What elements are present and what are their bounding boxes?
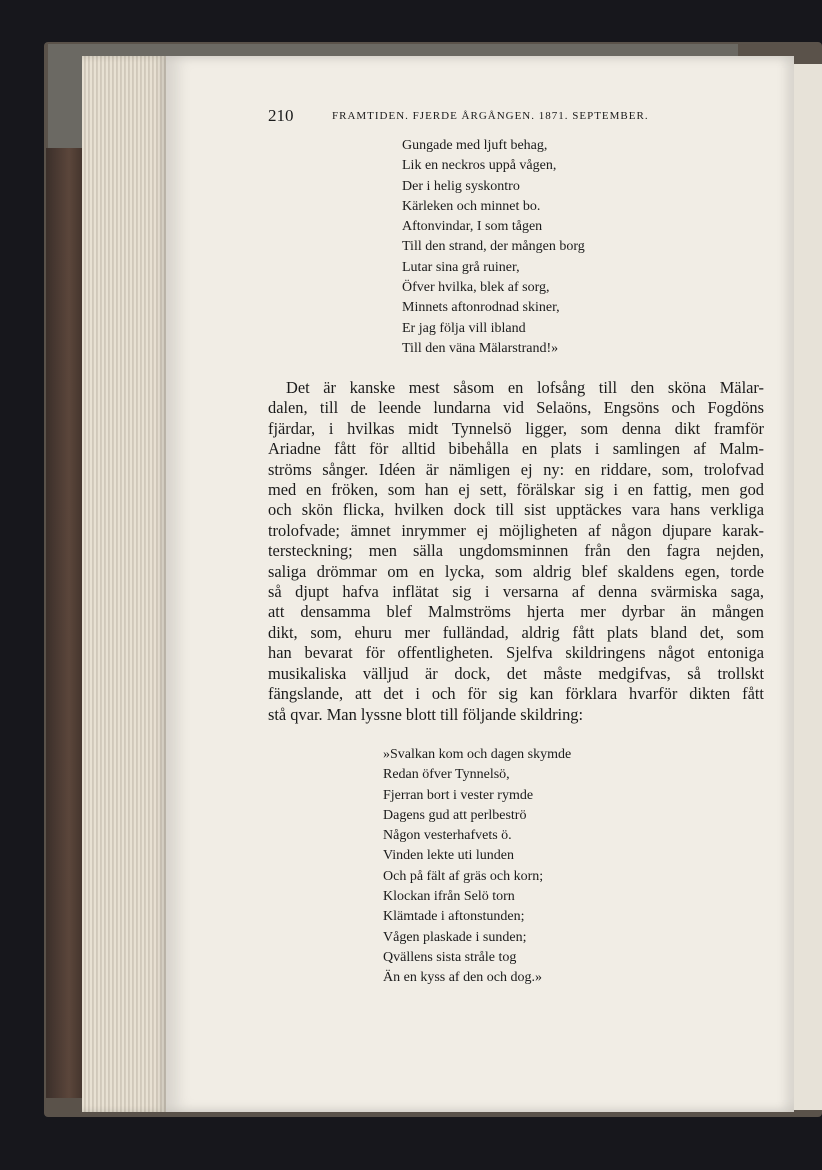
prose-line: så djupt hafva inflätat sig i versarna af denna svärmiska saga, [268,582,764,602]
page-edges [82,56,168,1112]
prose-line: fjärdar, i hvilkas midt Tynnelsö ligger, som denna dikt framför [268,418,764,438]
verse-line: Lutar sina grå ruiner, [402,259,520,275]
verse-line: Till den väna Mälarstrand!» [402,340,559,356]
verse-line: Vinden lekte uti lunden [383,848,514,864]
verse-line: »Svalkan kom och dagen skymde [383,747,572,762]
verse-line: Gungade med ljuft behag, [402,138,548,153]
page-header [268,106,708,128]
prose-line: och skön flicka, hvilken dock till sist upptäckes vara hans verkliga [268,500,764,520]
verse-line: Lik en neckros uppå vågen, [402,158,557,174]
verse-line: Någon vesterhafvets ö. [383,828,512,844]
prose-line: stå qvar. Man lyssne blott till följande skildring: [268,704,584,724]
prose-line: Ariadne fått för alltid bibehålla en plats i samlingen af Malm- [268,439,764,459]
verse-line: Aftonvindar, I som tågen [402,219,543,235]
verse-line: Klämtade i aftonstunden; [383,909,525,925]
running-head: FRAMTIDEN. FJERDE ÅRGÅNGEN. 1871. SEPTEMBER. [332,110,649,122]
verse-line: Och på fält af gräs och korn; [383,868,544,884]
verse-line: Vågen plaskade i sunden; [383,929,527,945]
verse-line: Minnets aftonrodnad skiner, [402,300,560,316]
prose-paragraph [268,378,764,725]
verse-line: Er jag följa vill ibland [402,320,526,336]
prose-line: Det är kanske mest såsom en lofsång till den sköna Mälar- [286,378,764,397]
prose-line: trolofvade; ämnet inrymmer ej möjligheten af någon djupare karak- [268,520,764,540]
prose-line: med en fröken, som han ej sett, förälskar sig i en fattig, men god [268,480,764,500]
verse-line: Än en kyss af den och dog.» [383,970,543,986]
prose-line: att densamma blef Malmströms hjerta mer dyrbar än mången [268,602,764,622]
verse-line: Till den strand, der mången borg [402,239,585,255]
verse-line: Klockan ifrån Selö torn [383,889,515,905]
prose-line: fängslande, att det i och för sig kan förklara hvarför dikten fått [268,684,764,704]
prose-line: tersteckning; men sälla ungdomsminnen från den fagra nejden, [268,541,764,561]
verse-line: Öfver hvilka, blek af sorg, [402,280,550,296]
prose-line: dikt, som, ehuru mer fulländad, aldrig fått plats bland det, som [268,622,764,642]
verse-line: Redan öfver Tynnelsö, [383,767,510,783]
verse-line: Kärleken och minnet bo. [402,198,541,214]
prose-line: han bevarat för offentligheten. Sjelfva skildringens något entoniga [268,643,764,663]
prose-line: musikaliska välljud är dock, det måste medgifvas, så trollskt [268,663,764,683]
verse-line: Der i helig syskontro [402,178,520,194]
prose-line: dalen, till de leende lundarna vid Selaöns, Engsöns och Fogdöns [268,398,764,418]
verse-line: Fjerran bort i vester rymde [383,787,534,803]
verse-line: Dagens gud att perlbeströ [383,807,527,823]
verse-line: Qvällens sista stråle tog [383,949,517,965]
prose-line: ströms sånger. Idéen är nämligen ej ny: en riddare, som, trolofvad [268,459,764,479]
verse-block-1 [402,136,585,359]
facing-page-edge [794,64,822,1110]
page-number: 210 [268,106,294,125]
prose-line: saliga drömmar om en lycka, som aldrig blef skaldens egen, torde [268,561,764,581]
verse-block-2 [383,745,571,989]
